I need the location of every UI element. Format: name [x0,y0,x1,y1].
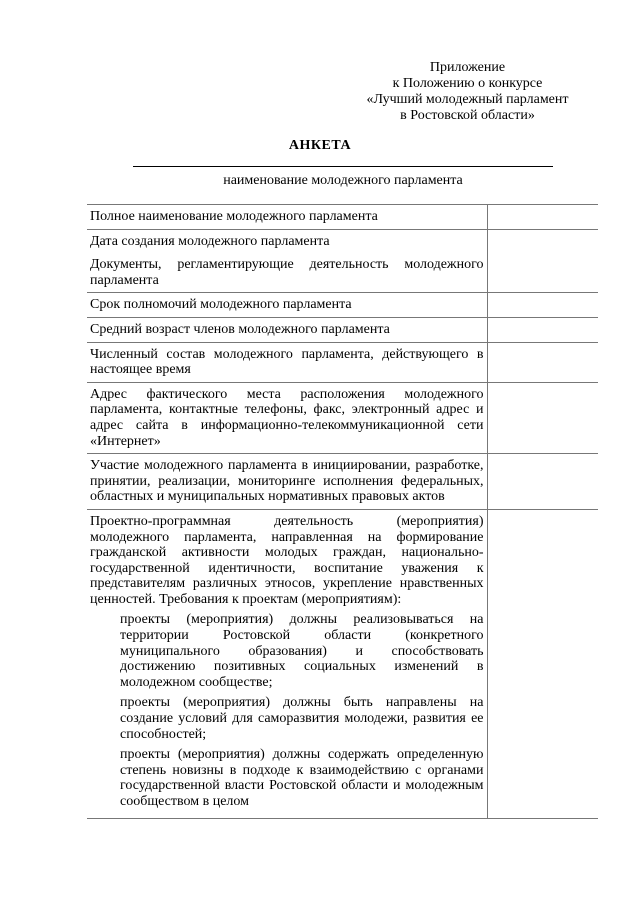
parliament-name-caption: наименование молодежного парламента [223,173,463,188]
project-activity-cell [87,509,487,818]
question-cell: Дата создания молодежного парламента [87,229,487,253]
table-row [87,205,598,230]
answer-cell[interactable] [487,253,598,293]
table-row [87,509,598,818]
answer-cell[interactable] [487,229,598,253]
question-cell: Средний возраст членов молодежного парламента [87,317,487,342]
answer-cell[interactable] [487,509,598,818]
question-cell: Адрес фактического места расположения молодежного парламента, контактные телефоны, факс, электронный адрес и адрес сайта в информационно-телекоммуникационной сети «Интернет» [87,382,487,453]
answer-cell[interactable] [487,382,598,453]
question-cell: Численный состав молодежного парламента, действующего в настоящее время [87,342,487,382]
appendix-line: к Положению о конкурсе [392,76,543,91]
question-cell: Срок полномочий молодежного парламента [87,293,487,318]
answer-cell[interactable] [487,342,598,382]
project-requirement: проекты (мероприятия) должны содержать определенную степень новизны в подходе к взаимодействию с органами государственной власти Ростовской области и молодежным сообществом в целом [120,747,484,809]
table-row [87,317,598,342]
parliament-name-line[interactable] [133,166,553,167]
table-row [87,454,598,510]
appendix-line: в Ростовской области» [400,108,535,123]
table-row [87,342,598,382]
questionnaire-table [87,204,598,819]
table-row [87,229,598,253]
answer-cell[interactable] [487,454,598,510]
project-requirement: проекты (мероприятия) должны быть направлены на создание условий для саморазвития молодежи, развития ее способностей; [120,695,484,742]
project-activity-lead: Проектно-программная деятельность (мероприятия) молодежного парламента, направленная на формирование гражданской активности молодых граждан, национально-государственной идентичности, воспитание уважения к представителям различных этносов, укрепление нравственных ценностей. Требования к проектам (мероприятиям): [90,513,484,607]
project-requirement: проекты (мероприятия) должны реализовываться на территории Ростовской области (конкретного муниципального образования) и способствовать достижению позитивных социальных изменений в молодежном сообществе; [120,612,484,690]
question-cell: Полное наименование молодежного парламента [87,205,487,230]
appendix-header [350,60,585,124]
table-row [87,253,598,293]
appendix-line: «Лучший молодежный парламент [366,92,569,107]
table-row [87,382,598,453]
question-cell: Документы, регламентирующие деятельность молодежного парламента [87,253,487,293]
answer-cell[interactable] [487,205,598,230]
answer-cell[interactable] [487,293,598,318]
answer-cell[interactable] [487,317,598,342]
appendix-line: Приложение [429,60,506,75]
question-cell: Участие молодежного парламента в инициировании, разработке, принятии, реализации, мониторинге исполнения федеральных, областных и муниципальных нормативных правовых актов [87,454,487,510]
page-title: АНКЕТА [288,138,352,153]
table-row [87,293,598,318]
